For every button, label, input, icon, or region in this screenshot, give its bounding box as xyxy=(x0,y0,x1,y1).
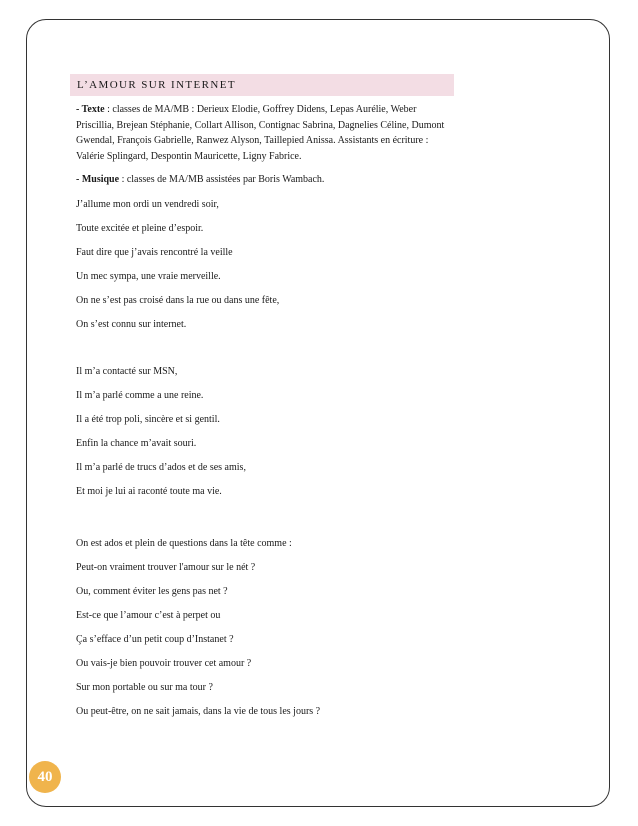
lyric-line: Peut-on vraiment trouver l'amour sur le nét ? xyxy=(76,562,256,573)
lyric-line: Il m’a contacté sur MSN, xyxy=(76,366,178,377)
music-credits-body: : classes de MA/MB assistées par Boris Wambach. xyxy=(119,174,325,185)
lyric-line: Ça s’efface d’un petit coup d’Instanet ? xyxy=(76,634,234,645)
music-credits-label: - Musique xyxy=(76,174,120,185)
lyric-line: Il m’a parlé comme a une reine. xyxy=(76,390,204,401)
text-credits-body: : classes de MA/MB : Derieux Elodie, Goffrey Didens, Lepas Aurélie, Weber Priscillia, Brejean Stéphanie, Collart Allison, Contignac Sabrina, Dagnelies Céline, Dumont Gwendal, François Gabrielle, Ranwez Alyson, Taillepied Anissa. Assistants en écriture : Valérie Splingard, Despontin Mauricette, Ligny Fabrice. xyxy=(76,104,445,162)
lyric-line: Sur mon portable ou sur ma tour ? xyxy=(76,682,213,693)
lyric-line: Il m’a parlé de trucs d’ados et de ses amis, xyxy=(76,462,246,473)
lyric-line: Toute excitée et pleine d’espoir. xyxy=(76,223,204,234)
lyric-line: Faut dire que j’avais rencontré la veille xyxy=(76,247,233,258)
text-credits xyxy=(76,102,456,164)
lyric-line: Est-ce que l’amour c’est à perpet ou xyxy=(76,610,221,621)
lyric-line: On est ados et plein de questions dans la tête comme : xyxy=(76,538,292,549)
music-credits xyxy=(76,172,456,188)
page-number-badge: 40 xyxy=(29,761,61,793)
lyric-line: Un mec sympa, une vraie merveille. xyxy=(76,271,221,282)
text-credits-label: - Texte xyxy=(76,104,105,115)
lyric-line: Et moi je lui ai raconté toute ma vie. xyxy=(76,486,222,497)
lyric-line: On s’est connu sur internet. xyxy=(76,319,187,330)
lyric-line: Ou peut-être, on ne sait jamais, dans la vie de tous les jours ? xyxy=(76,706,321,717)
lyric-line: J’allume mon ordi un vendredi soir, xyxy=(76,199,219,210)
lyric-line: Il a été trop poli, sincère et si gentil. xyxy=(76,414,220,425)
lyric-line: Ou vais-je bien pouvoir trouver cet amour ? xyxy=(76,658,252,669)
lyric-line: Enfin la chance m’avait souri. xyxy=(76,438,197,449)
lyric-line: On ne s’est pas croisé dans la rue ou dans une fête, xyxy=(76,295,280,306)
song-title: L’AMOUR SUR INTERNET xyxy=(70,74,454,96)
lyric-line: Ou, comment éviter les gens pas net ? xyxy=(76,586,228,597)
